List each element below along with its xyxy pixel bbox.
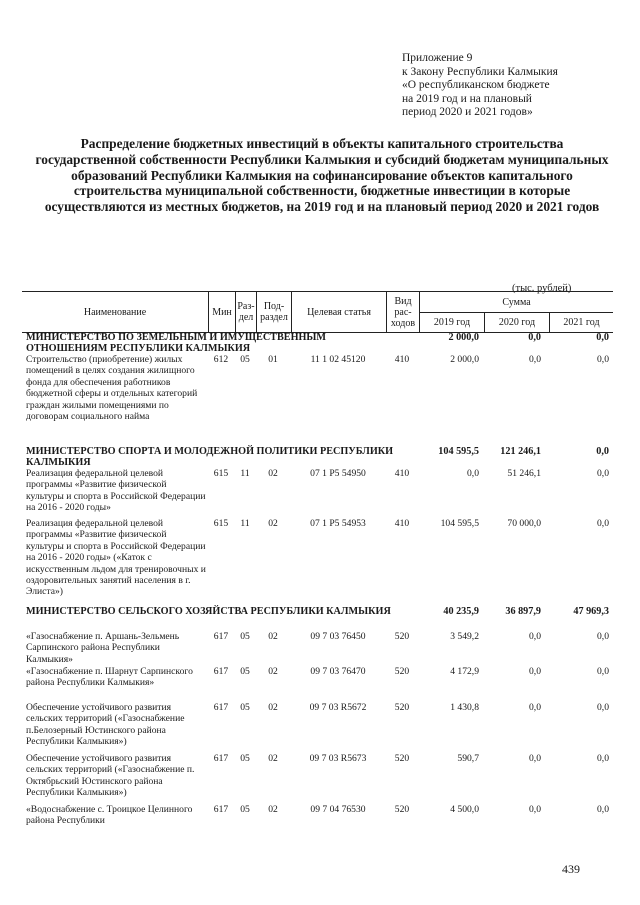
amount-2020: 121 246,1 <box>500 446 541 457</box>
item-name: «Водоснабжение с. Троицкое Целинного района Республики <box>26 804 193 827</box>
item-podrazdel: 02 <box>268 518 278 529</box>
header-sum: Сумма <box>419 292 613 312</box>
item-name: Реализация федеральной целевой программы «Развитие физической культуры и спорта в Российской Федерации на 2016 - 2020 годы» <box>26 468 206 514</box>
item-name: Строительство (приобретение) жилых помещений в целях создания жилищного фонда для обеспечения работников бюджетной сферы и отдельных категорий граждан жилыми помещениями по договорам социального найма <box>26 354 198 423</box>
item-target: 09 7 03 R5673 <box>309 753 367 764</box>
item-razdel: 11 <box>240 468 250 479</box>
appendix-line: «О республиканском бюджете <box>402 79 550 91</box>
amount-2021: 0,0 <box>597 753 609 764</box>
item-min: 612 <box>213 354 229 365</box>
item-podrazdel: 01 <box>268 354 278 365</box>
header-target: Целевая статья <box>291 292 386 332</box>
item-name: «Газоснабжение п. Шарнут Сарпинского района Республики Калмыкия» <box>26 666 193 689</box>
header-razdel: Раз-дел <box>235 292 256 332</box>
item-podrazdel: 02 <box>268 753 278 764</box>
amount-2020: 70 000,0 <box>507 518 541 529</box>
item-name: Обеспечение устойчивого развития сельских территорий («Газоснабжение п. Октябрьский Юстинского района Республики Калмыкия») <box>26 753 195 799</box>
header-2021: 2021 год <box>549 312 613 332</box>
amount-2019: 2 000,0 <box>450 354 479 365</box>
amount-2020: 36 897,9 <box>505 606 541 617</box>
item-name: Реализация федеральной целевой программы «Развитие физической культуры и спорта в Российской Федерации на 2016 - 2020 годы» («Каток с искусственным льдом для тренировочных и оздоровительных занятий населения в г. Элиста») <box>26 518 206 598</box>
table-header <box>22 291 613 333</box>
item-target: 07 1 P5 54953 <box>310 518 366 529</box>
amount-2020: 0,0 <box>529 666 541 677</box>
item-podrazdel: 02 <box>268 631 278 642</box>
item-target: 11 1 02 45120 <box>310 354 366 365</box>
item-min: 615 <box>213 518 229 529</box>
item-razdel: 05 <box>240 753 250 764</box>
appendix-line: к Закону Республики Калмыкия <box>402 65 558 78</box>
item-target: 09 7 04 76530 <box>310 804 366 815</box>
item-vid: 410 <box>394 468 410 479</box>
item-razdel: 05 <box>240 631 250 642</box>
amount-2019: 0,0 <box>467 468 479 479</box>
ministry-name: МИНИСТЕРСТВО ПО ЗЕМЕЛЬНЫМ И ИМУЩЕСТВЕННЫМ ОТНОШЕНИЯМ РЕСПУБЛИКИ КАЛМЫКИЯ <box>26 332 327 354</box>
document-title: Распределение бюджетных инвестиций в объекты капитального строительства государственной собственности Республики Калмыкия и субсидий бюджетам муниципальных образований Республики Калмыкия на софинансирование объектов капитального строительства муниципальной собственности, бюджетные инвестиции в которые осуществляются из местных бюджетов, на 2019 год и на плановый период 2020 и 2021 годов <box>35 136 609 215</box>
amount-2019: 1 430,8 <box>450 702 479 713</box>
header-2020: 2020 год <box>484 312 549 332</box>
amount-2021: 0,0 <box>597 702 609 713</box>
item-name: Обеспечение устойчивого развития сельских территорий («Газоснабжение п.Белозерный Юстинского района Республики Калмыкия») <box>26 702 185 748</box>
amount-2020: 0,0 <box>529 702 541 713</box>
amount-2021: 0,0 <box>597 468 609 479</box>
amount-2021: 0,0 <box>597 354 609 365</box>
ministry-name: МИНИСТЕРСТВО СПОРТА И МОЛОДЕЖНОЙ ПОЛИТИКИ РЕСПУБЛИКИ КАЛМЫКИЯ <box>26 446 394 468</box>
amount-2019: 104 595,5 <box>438 446 479 457</box>
amount-2020: 51 246,1 <box>507 468 541 479</box>
item-min: 615 <box>213 468 229 479</box>
header-min: Мин <box>208 292 235 332</box>
item-target: 09 7 03 R5672 <box>309 702 367 713</box>
item-vid: 520 <box>394 666 410 677</box>
header-podrazdel: Под-раздел <box>256 292 291 332</box>
item-min: 617 <box>213 702 229 713</box>
amount-2021: 0,0 <box>597 518 609 529</box>
item-podrazdel: 02 <box>268 468 278 479</box>
item-razdel: 11 <box>240 518 250 529</box>
header-name: Наименование <box>83 306 147 318</box>
amount-2019: 104 595,5 <box>440 518 479 529</box>
item-podrazdel: 02 <box>268 804 278 815</box>
item-min: 617 <box>213 631 229 642</box>
item-razdel: 05 <box>240 804 250 815</box>
item-target: 09 7 03 76450 <box>310 631 366 642</box>
amount-2020: 0,0 <box>529 631 541 642</box>
amount-2019: 3 549,2 <box>450 631 479 642</box>
amount-2020: 0,0 <box>529 753 541 764</box>
amount-2020: 0,0 <box>529 804 541 815</box>
item-target: 09 7 03 76470 <box>310 666 366 677</box>
item-vid: 520 <box>394 702 410 713</box>
ministry-name: МИНИСТЕРСТВО СЕЛЬСКОГО ХОЗЯЙСТВА РЕСПУБЛИКИ КАЛМЫКИЯ <box>26 606 391 617</box>
item-min: 617 <box>213 753 229 764</box>
item-razdel: 05 <box>240 702 250 713</box>
item-vid: 410 <box>394 518 410 529</box>
amount-2021: 0,0 <box>597 631 609 642</box>
item-min: 617 <box>213 804 229 815</box>
amount-2019: 590,7 <box>457 753 479 764</box>
item-min: 617 <box>213 666 229 677</box>
item-razdel: 05 <box>240 666 250 677</box>
amount-2021: 0,0 <box>597 666 609 677</box>
page-number: 439 <box>562 862 580 876</box>
item-target: 07 1 P5 54950 <box>310 468 366 479</box>
amount-2019: 40 235,9 <box>443 606 479 617</box>
amount-2020: 0,0 <box>528 332 541 343</box>
amount-2019: 4 500,0 <box>450 804 479 815</box>
appendix-line: на 2019 год и на плановый <box>402 92 532 105</box>
header-2019: 2019 год <box>419 312 484 332</box>
amount-2021: 0,0 <box>597 804 609 815</box>
header-vid: Вид рас-ходов <box>386 292 419 332</box>
appendix-note <box>402 52 632 120</box>
amount-2021: 0,0 <box>596 446 609 457</box>
amount-2020: 0,0 <box>529 354 541 365</box>
amount-2019: 2 000,0 <box>448 332 479 343</box>
item-vid: 410 <box>394 354 410 365</box>
appendix-line: Приложение 9 <box>402 52 473 64</box>
item-vid: 520 <box>394 753 410 764</box>
item-podrazdel: 02 <box>268 702 278 713</box>
item-podrazdel: 02 <box>268 666 278 677</box>
appendix-line: период 2020 и 2021 годов» <box>402 106 533 118</box>
amount-2019: 4 172,9 <box>450 666 479 677</box>
item-name: «Газоснабжение п. Аршань-Зельмень Сарпинского района Республики Калмыкия» <box>26 631 180 665</box>
item-vid: 520 <box>394 804 410 815</box>
amount-2021: 0,0 <box>596 332 609 343</box>
units-label: (тыс. рублей) <box>512 283 572 294</box>
item-razdel: 05 <box>240 354 250 365</box>
item-vid: 520 <box>394 631 410 642</box>
amount-2021: 47 969,3 <box>573 606 609 617</box>
